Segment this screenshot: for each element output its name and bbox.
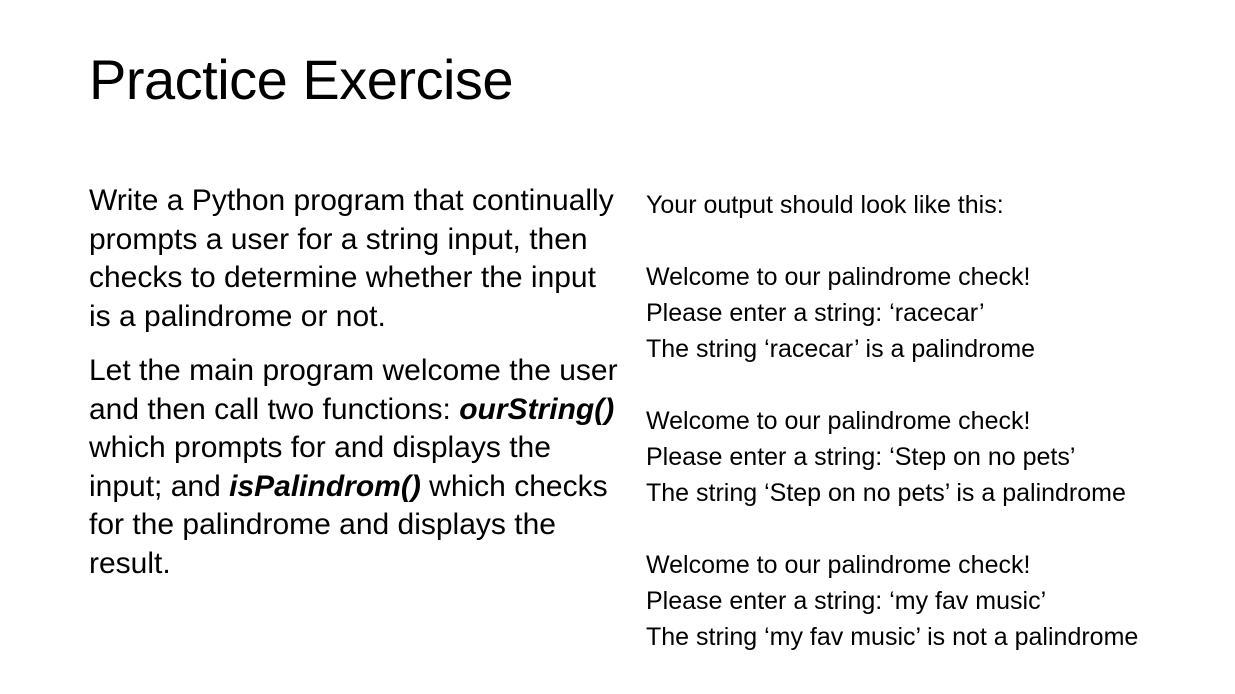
result-line: The string ‘racecar’ is a palindrome <box>646 335 1036 363</box>
sample-output-block-1 <box>646 259 1226 367</box>
exercise-paragraph-1: Write a Python program that continually prompts a user for a string input, then checks to determine whether the input is a palindrome or not. <box>89 184 614 333</box>
exercise-description <box>89 182 619 583</box>
exercise-paragraph-2 <box>89 352 619 583</box>
prompt-line: Please enter a string: ‘my fav music’ <box>646 587 1047 615</box>
sample-output-block-2 <box>646 403 1226 511</box>
sample-output <box>646 187 1226 655</box>
result-line: The string ‘my fav music’ is not a palindrome <box>646 623 1139 651</box>
sample-output-intro: Your output should look like this: <box>646 191 1004 219</box>
function-name-ourstring: ourString() <box>459 392 615 426</box>
welcome-line: Welcome to our palindrome check! <box>646 263 1031 291</box>
result-line: The string ‘Step on no pets’ is a palindrome <box>646 479 1126 507</box>
prompt-line: Please enter a string: ‘racecar’ <box>646 299 985 327</box>
paragraph-2-text-a: Let the main program welcome the user and then call two functions: <box>89 354 618 426</box>
prompt-line: Please enter a string: ‘Step on no pets’ <box>646 443 1076 471</box>
welcome-line: Welcome to our palindrome check! <box>646 407 1031 435</box>
function-name-ispalindrom: isPalindrom() <box>229 469 421 503</box>
paragraph-2-text-b: which prompts for and displays the input; and <box>89 431 551 503</box>
sample-output-block-3 <box>646 547 1226 655</box>
slide-title: Practice Exercise <box>89 48 514 111</box>
welcome-line: Welcome to our palindrome check! <box>646 551 1031 579</box>
paragraph-2-text-c: which checks for the palindrome and displays the result. <box>89 469 608 580</box>
